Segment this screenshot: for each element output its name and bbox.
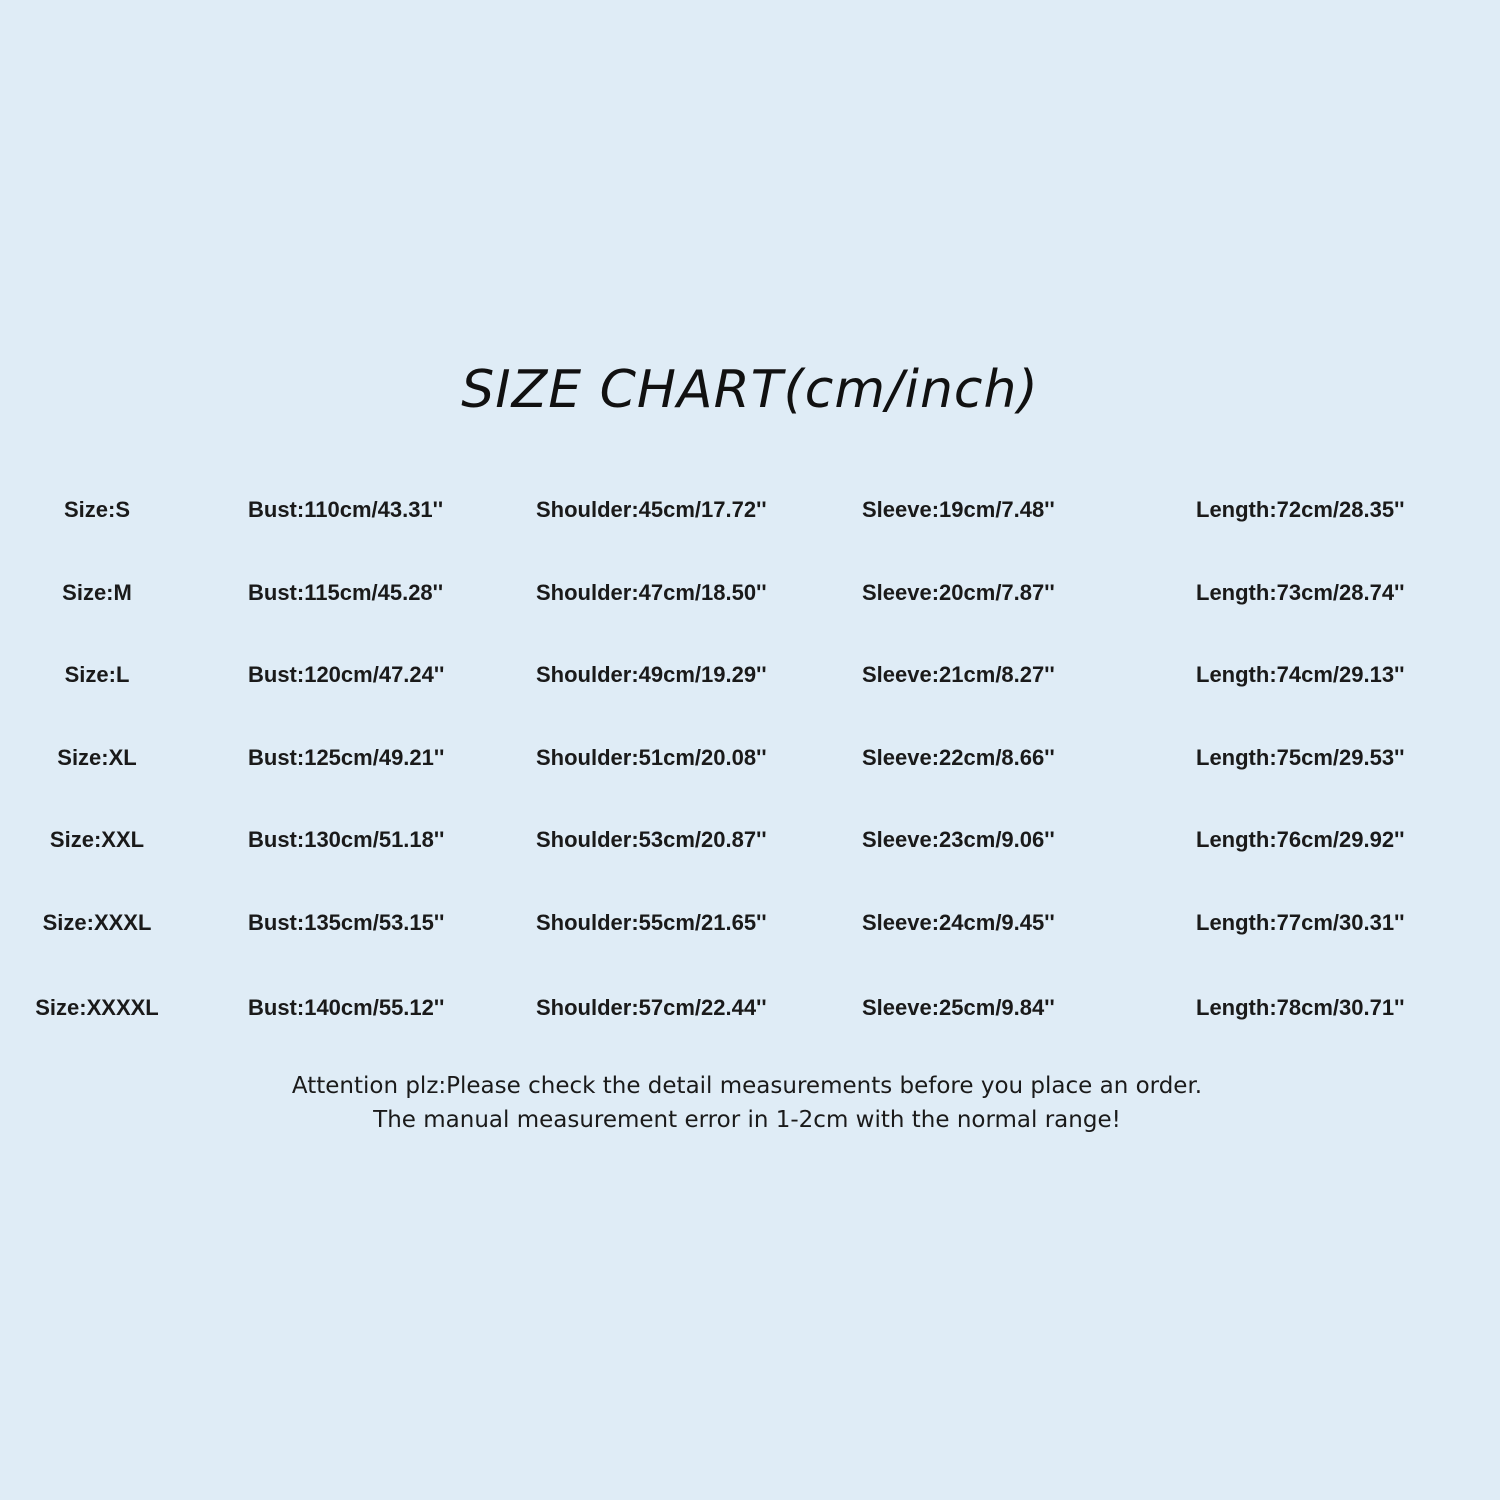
size-cell: Size:XL <box>57 745 137 770</box>
attention-note: Attention plz:Please check the detail measurements before you place an order. <box>291 1073 1203 1099</box>
size-cell: Size:XXXL <box>42 910 152 935</box>
size-cell: Size:XXXXL <box>35 995 159 1020</box>
table-row <box>0 655 1500 695</box>
bust-cell: Bust:140cm/55.12'' <box>248 995 445 1020</box>
shoulder-cell: Shoulder:49cm/19.29'' <box>536 662 767 687</box>
bust-cell: Bust:115cm/45.28'' <box>248 580 444 605</box>
shoulder-cell: Shoulder:51cm/20.08'' <box>536 745 767 770</box>
sleeve-cell: Sleeve:23cm/9.06'' <box>862 827 1055 852</box>
page-title: SIZE CHART(cm/inch) <box>461 360 1039 420</box>
length-cell: Length:78cm/30.71'' <box>1196 995 1405 1020</box>
length-cell: Length:72cm/28.35'' <box>1196 497 1405 522</box>
sleeve-cell: Sleeve:22cm/8.66'' <box>862 745 1055 770</box>
table-row <box>0 490 1500 530</box>
size-cell: Size:S <box>63 497 131 522</box>
length-cell: Length:73cm/28.74'' <box>1196 580 1405 605</box>
shoulder-cell: Shoulder:57cm/22.44'' <box>536 995 767 1020</box>
measurement-error-note: The manual measurement error in 1-2cm with the normal range! <box>373 1107 1121 1133</box>
bust-cell: Bust:120cm/47.24'' <box>248 662 445 687</box>
bust-cell: Bust:125cm/49.21'' <box>248 745 445 770</box>
bust-cell: Bust:135cm/53.15'' <box>248 910 445 935</box>
table-row <box>0 903 1500 943</box>
length-cell: Length:76cm/29.92'' <box>1196 827 1405 852</box>
sleeve-cell: Sleeve:20cm/7.87'' <box>862 580 1055 605</box>
length-cell: Length:77cm/30.31'' <box>1196 910 1405 935</box>
shoulder-cell: Shoulder:53cm/20.87'' <box>536 827 767 852</box>
sleeve-cell: Sleeve:24cm/9.45'' <box>862 910 1055 935</box>
sleeve-cell: Sleeve:21cm/8.27'' <box>862 662 1055 687</box>
shoulder-cell: Shoulder:47cm/18.50'' <box>536 580 767 605</box>
sleeve-cell: Sleeve:25cm/9.84'' <box>862 995 1055 1020</box>
table-row <box>0 738 1500 778</box>
size-cell: Size:L <box>64 662 130 687</box>
size-cell: Size:M <box>62 580 132 605</box>
table-row <box>0 573 1500 613</box>
size-cell: Size:XXL <box>49 827 145 852</box>
sleeve-cell: Sleeve:19cm/7.48'' <box>862 497 1055 522</box>
table-row <box>0 988 1500 1028</box>
table-row <box>0 820 1500 860</box>
shoulder-cell: Shoulder:55cm/21.65'' <box>536 910 767 935</box>
length-cell: Length:74cm/29.13'' <box>1196 662 1405 687</box>
shoulder-cell: Shoulder:45cm/17.72'' <box>536 497 767 522</box>
bust-cell: Bust:110cm/43.31'' <box>248 497 444 522</box>
bust-cell: Bust:130cm/51.18'' <box>248 827 445 852</box>
length-cell: Length:75cm/29.53'' <box>1196 745 1405 770</box>
